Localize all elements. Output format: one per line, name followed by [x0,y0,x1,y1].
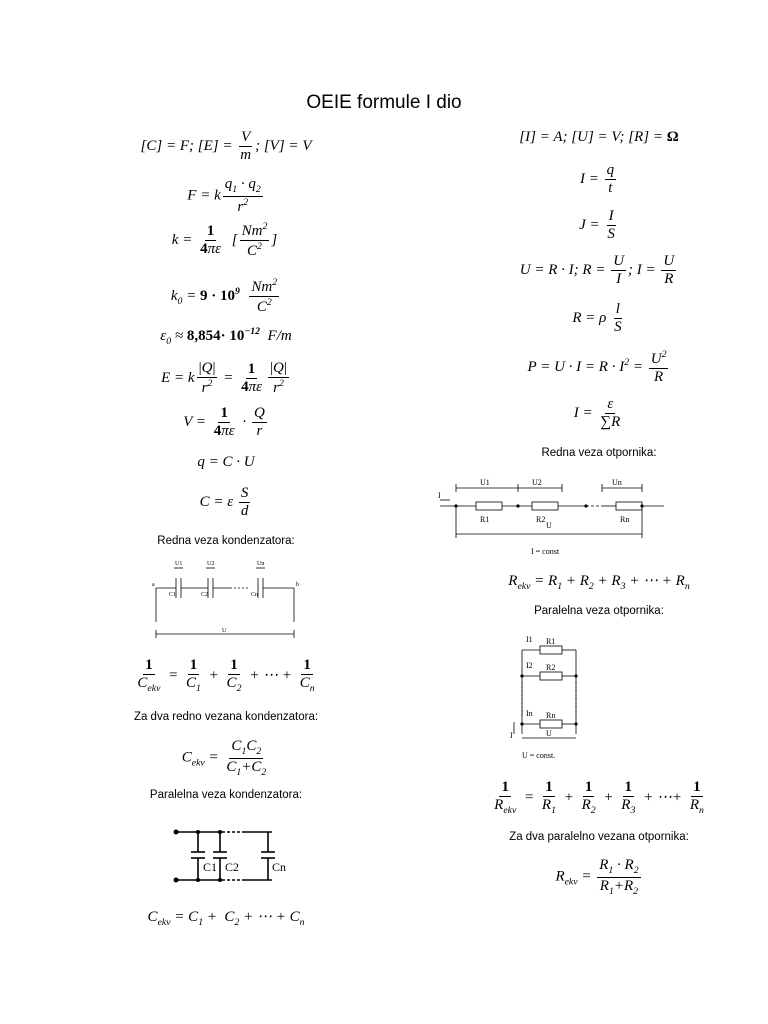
series-capacitors-diagram [150,556,302,640]
svg-text:R1: R1 [480,515,490,524]
formula-ohm: U = R · I; R = $\frac{U}{I}$ ; I = $\frac{U}{R}$ [519,253,675,287]
svg-text:I: I [510,731,513,740]
svg-text:U1: U1 [480,478,490,487]
formula-units-current: [I] = A; [U] = V; [R] = Ω [519,129,679,145]
svg-text:Un: Un [612,478,622,487]
svg-text:I = const: I = const [531,547,560,556]
svg-text:U1: U1 [175,561,183,567]
svg-text:b: b [296,582,299,588]
svg-text:I2: I2 [526,661,533,670]
formula-series-resistors: $R_{ekv} = R_1 + R_2 + R_3$ + ⋯ + $R_n$ [508,573,690,592]
series-capacitors-heading: Redna veza kondenzatora: [157,535,295,547]
formula-charge: q = C · U [197,454,255,470]
formula-coulomb: F = k $\frac{q_1 \cdot q_2}{r^2}$ [187,176,261,215]
page-title: OEIE formule I dio [306,92,462,113]
formula-series-capacitors: $\frac{1}{C_{ekv}}$ = $\frac{1}{C_1}$ + $\frac{1}{C_2}$ + ⋯ + $\frac{1}{C_n}$ [137,657,315,694]
svg-text:R1: R1 [546,637,556,646]
formula-current-density: J = $\frac{I}{S}$ [579,208,615,242]
formula-resistance: R = ρ $\frac{l}{S}$ [572,301,622,335]
svg-text:R2: R2 [536,515,546,524]
svg-text:C1: C1 [169,592,177,598]
two-parallel-resistors-heading: Za dva paralelno vezana otpornika: [509,831,689,843]
parallel-capacitors-heading: Paralelna veza kondenzatora: [149,789,303,801]
svg-text:U: U [222,628,227,634]
svg-text:U = const.: U = const. [522,751,556,760]
svg-text:I1: I1 [526,635,533,644]
svg-text:U: U [546,729,552,738]
formula-units-electrostatics: [C] = F; [E] = $\frac{V}{m}$ ; [V] = V [140,129,312,163]
series-resistors-heading: Redna veza otpornika: [541,447,657,459]
formula-power: $P = U \cdot I = R \cdot I^2$ = $\frac{U^2}{R}$ [527,349,667,385]
two-series-capacitors-heading: Za dva redno vezana kondenzatora: [133,711,319,723]
parallel-resistors-diagram [510,630,594,766]
formula-parallel-capacitors: $C_{ekv} = C_1 + C_2$ + ⋯ + $C_n$ [147,909,305,928]
svg-text:C2: C2 [201,592,209,598]
svg-text:U2: U2 [532,478,542,487]
svg-text:C2: C2 [225,860,240,874]
formula-k0: $k_0 = 9 \cdot 10^9$ $\frac{Nm^2}{C^2}$ [170,277,278,315]
svg-text:Cn: Cn [272,860,287,874]
series-resistors-diagram [436,472,666,560]
formula-emf-current: I = $\frac{\varepsilon}{\sum R}$ [573,396,621,430]
formula-k-constant: k = $\frac{1}{4\pi\varepsilon}$ [ $\frac{Nm^2}{C^2}$ ] [171,221,278,259]
formula-parallel-resistors: $\frac{1}{R_{ekv}}$ = $\frac{1}{R_1}$ + $\frac{1}{R_2}$ + $\frac{1}{R_3}$ + ⋯+ $\frac{1}{R_n}$ [494,779,704,816]
svg-text:Rn: Rn [546,711,556,720]
parallel-resistors-heading: Paralelna veza otpornika: [534,605,664,617]
svg-text:Cn: Cn [251,592,259,598]
svg-text:R2: R2 [546,663,556,672]
svg-text:a: a [152,582,155,588]
formula-eps0: $\varepsilon_0 \approx 8,854\cdot 10^{-12}$ F/m [160,326,292,347]
svg-text:Rn: Rn [620,515,630,524]
formula-capacitance: C = ε $\frac{S}{d}$ [199,485,249,519]
svg-text:C1: C1 [203,860,218,874]
parallel-capacitors-diagram [170,824,294,888]
svg-text:In: In [526,709,533,718]
svg-text:I: I [438,491,441,500]
formula-two-series-capacitors: $C_{ekv}$ = $\frac{C_1C_2}{C_1+C_2}$ [181,738,267,778]
svg-text:Un: Un [257,561,265,567]
formula-potential: V = $\frac{1}{4\pi\varepsilon}$ · $\frac{Q}{r}$ [183,405,265,439]
formula-electric-field: E = k $\frac{|Q|}{r^2}$ = $\frac{1}{4\pi\varepsilon}$ $\frac{|Q|}{r^2}$ [161,360,287,396]
formula-current: I = $\frac{q}{t}$ [579,162,615,196]
svg-text:U2: U2 [207,561,215,567]
svg-text:U: U [546,521,552,530]
formula-two-parallel-resistors: $R_{ekv}$ = $\frac{R_1 \cdot R_2}{R_1+R_2}$ [555,857,639,897]
